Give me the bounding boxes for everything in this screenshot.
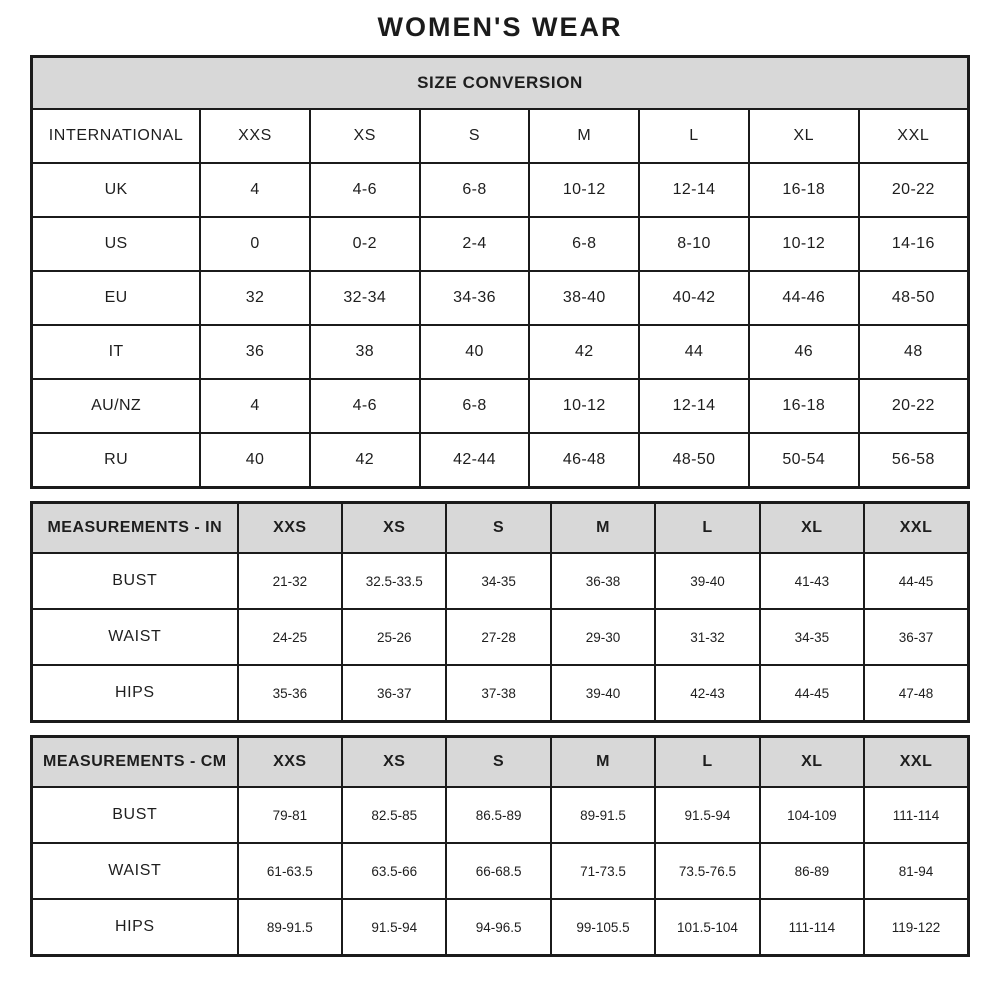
measurements_cm-value-cell: 111-114 bbox=[864, 787, 968, 843]
measurements_cm-value-cell: 71-73.5 bbox=[551, 843, 655, 899]
table-title-row bbox=[32, 57, 969, 110]
size_conversion-value-cell: 12-14 bbox=[639, 163, 749, 217]
measurements_cm-value-cell: 79-81 bbox=[238, 787, 342, 843]
size-column-header-m: M bbox=[551, 503, 655, 554]
size_conversion-value-cell: 2-4 bbox=[420, 217, 530, 271]
measurements-cm-table bbox=[30, 735, 970, 957]
size_conversion-value-cell: 10-12 bbox=[529, 163, 639, 217]
measurements_cm-value-cell: 91.5-94 bbox=[655, 787, 759, 843]
size_conversion-value-cell: 32 bbox=[200, 271, 310, 325]
size-column-header-xs: XS bbox=[310, 109, 420, 163]
size-column-header-l: L bbox=[655, 737, 759, 788]
size-column-header-xs: XS bbox=[342, 503, 446, 554]
size_conversion-row-label-it: IT bbox=[32, 325, 201, 379]
measurements_in-value-cell: 39-40 bbox=[551, 665, 655, 722]
size_conversion-value-cell: 20-22 bbox=[859, 379, 969, 433]
size-column-header-xl: XL bbox=[760, 503, 864, 554]
measurements_cm-value-cell: 89-91.5 bbox=[551, 787, 655, 843]
measurements_in-value-cell: 41-43 bbox=[760, 553, 864, 609]
size_conversion-value-cell: 12-14 bbox=[639, 379, 749, 433]
size_conversion-value-cell: 10-12 bbox=[749, 217, 859, 271]
size_conversion-value-cell: 36 bbox=[200, 325, 310, 379]
size_conversion-value-cell: 48 bbox=[859, 325, 969, 379]
size_conversion-value-cell: 48-50 bbox=[859, 271, 969, 325]
measurements_in-value-cell: 21-32 bbox=[238, 553, 342, 609]
measurements_cm-value-cell: 61-63.5 bbox=[238, 843, 342, 899]
measurements_in-value-cell: 29-30 bbox=[551, 609, 655, 665]
size_conversion-value-cell: 14-16 bbox=[859, 217, 969, 271]
size_conversion-value-cell: 4-6 bbox=[310, 163, 420, 217]
measurements_in-value-cell: 36-37 bbox=[864, 609, 968, 665]
size-column-header-xxs: XXS bbox=[238, 503, 342, 554]
size_conversion-value-cell: 0-2 bbox=[310, 217, 420, 271]
size_conversion-corner-label: INTERNATIONAL bbox=[32, 109, 201, 163]
measurements_cm-value-cell: 91.5-94 bbox=[342, 899, 446, 956]
measurements_in-value-cell: 44-45 bbox=[760, 665, 864, 722]
size_conversion-value-cell: 6-8 bbox=[529, 217, 639, 271]
page-title: WOMEN'S WEAR bbox=[377, 12, 623, 42]
measurements_in-row-label-waist: WAIST bbox=[32, 609, 238, 665]
size_conversion-value-cell: 56-58 bbox=[859, 433, 969, 488]
measurements_in-value-cell: 34-35 bbox=[446, 553, 550, 609]
size_conversion-row-label-us: US bbox=[32, 217, 201, 271]
table-row bbox=[32, 163, 969, 217]
size_conversion-value-cell: 16-18 bbox=[749, 379, 859, 433]
measurements_cm-value-cell: 63.5-66 bbox=[342, 843, 446, 899]
column-header-row bbox=[32, 737, 969, 788]
table-row bbox=[32, 271, 969, 325]
size-column-header-m: M bbox=[551, 737, 655, 788]
size_conversion-value-cell: 42 bbox=[310, 433, 420, 488]
size-column-header-l: L bbox=[639, 109, 749, 163]
measurements-in-table bbox=[30, 501, 970, 723]
measurements_cm-value-cell: 73.5-76.5 bbox=[655, 843, 759, 899]
measurements_in-value-cell: 27-28 bbox=[446, 609, 550, 665]
size_conversion-value-cell: 4 bbox=[200, 379, 310, 433]
size_conversion-value-cell: 10-12 bbox=[529, 379, 639, 433]
measurements_in-value-cell: 32.5-33.5 bbox=[342, 553, 446, 609]
measurements_cm-row-label-bust: BUST bbox=[32, 787, 238, 843]
size_conversion-value-cell: 48-50 bbox=[639, 433, 749, 488]
table-row bbox=[32, 379, 969, 433]
size_conversion-value-cell: 40 bbox=[420, 325, 530, 379]
size_conversion-value-cell: 40-42 bbox=[639, 271, 749, 325]
size-column-header-s: S bbox=[420, 109, 530, 163]
size-column-header-xxl: XXL bbox=[859, 109, 969, 163]
size_conversion-value-cell: 20-22 bbox=[859, 163, 969, 217]
size_conversion-value-cell: 46 bbox=[749, 325, 859, 379]
size_conversion-row-label-eu: EU bbox=[32, 271, 201, 325]
size_conversion-value-cell: 4-6 bbox=[310, 379, 420, 433]
measurements_in-value-cell: 25-26 bbox=[342, 609, 446, 665]
size_conversion-title: SIZE CONVERSION bbox=[32, 57, 969, 110]
size_conversion-value-cell: 6-8 bbox=[420, 163, 530, 217]
measurements_in-value-cell: 34-35 bbox=[760, 609, 864, 665]
size_conversion-value-cell: 32-34 bbox=[310, 271, 420, 325]
table-row bbox=[32, 325, 969, 379]
column-header-row bbox=[32, 503, 969, 554]
size_conversion-value-cell: 40 bbox=[200, 433, 310, 488]
size_conversion-value-cell: 4 bbox=[200, 163, 310, 217]
measurements_in-title: MEASUREMENTS - IN bbox=[32, 503, 238, 554]
size-column-header-xxs: XXS bbox=[200, 109, 310, 163]
table-row bbox=[32, 609, 969, 665]
measurements_in-value-cell: 36-37 bbox=[342, 665, 446, 722]
measurements_in-value-cell: 42-43 bbox=[655, 665, 759, 722]
measurements_in-value-cell: 47-48 bbox=[864, 665, 968, 722]
size_conversion-value-cell: 34-36 bbox=[420, 271, 530, 325]
size-column-header-xxl: XXL bbox=[864, 737, 968, 788]
size_conversion-value-cell: 0 bbox=[200, 217, 310, 271]
measurements_cm-value-cell: 89-91.5 bbox=[238, 899, 342, 956]
measurements_cm-value-cell: 66-68.5 bbox=[446, 843, 550, 899]
size_conversion-value-cell: 50-54 bbox=[749, 433, 859, 488]
size-column-header-m: M bbox=[529, 109, 639, 163]
measurements_in-row-label-bust: BUST bbox=[32, 553, 238, 609]
size-column-header-xs: XS bbox=[342, 737, 446, 788]
size_conversion-value-cell: 46-48 bbox=[529, 433, 639, 488]
measurements_cm-value-cell: 101.5-104 bbox=[655, 899, 759, 956]
measurements_in-value-cell: 44-45 bbox=[864, 553, 968, 609]
measurements_cm-title: MEASUREMENTS - CM bbox=[32, 737, 238, 788]
size-column-header-xxl: XXL bbox=[864, 503, 968, 554]
size-column-header-s: S bbox=[446, 503, 550, 554]
column-header-row bbox=[32, 109, 969, 163]
measurements_cm-value-cell: 119-122 bbox=[864, 899, 968, 956]
size_conversion-row-label-uk: UK bbox=[32, 163, 201, 217]
measurements_in-value-cell: 24-25 bbox=[238, 609, 342, 665]
table-row bbox=[32, 843, 969, 899]
size-column-header-l: L bbox=[655, 503, 759, 554]
size_conversion-value-cell: 38-40 bbox=[529, 271, 639, 325]
measurements_in-value-cell: 31-32 bbox=[655, 609, 759, 665]
measurements_in-value-cell: 35-36 bbox=[238, 665, 342, 722]
measurements_in-value-cell: 36-38 bbox=[551, 553, 655, 609]
size_conversion-value-cell: 38 bbox=[310, 325, 420, 379]
measurements_cm-value-cell: 111-114 bbox=[760, 899, 864, 956]
measurements_cm-value-cell: 82.5-85 bbox=[342, 787, 446, 843]
table-row bbox=[32, 553, 969, 609]
size-column-header-s: S bbox=[446, 737, 550, 788]
measurements_cm-value-cell: 104-109 bbox=[760, 787, 864, 843]
size-column-header-xxs: XXS bbox=[238, 737, 342, 788]
measurements_cm-value-cell: 99-105.5 bbox=[551, 899, 655, 956]
measurements_in-value-cell: 39-40 bbox=[655, 553, 759, 609]
measurements_cm-value-cell: 86.5-89 bbox=[446, 787, 550, 843]
size_conversion-row-label-au-nz: AU/NZ bbox=[32, 379, 201, 433]
table-row bbox=[32, 899, 969, 956]
size-conversion-table bbox=[30, 55, 970, 489]
size-column-header-xl: XL bbox=[749, 109, 859, 163]
size_conversion-value-cell: 8-10 bbox=[639, 217, 749, 271]
measurements_in-value-cell: 37-38 bbox=[446, 665, 550, 722]
measurements_cm-value-cell: 81-94 bbox=[864, 843, 968, 899]
measurements_in-row-label-hips: HIPS bbox=[32, 665, 238, 722]
table-row bbox=[32, 217, 969, 271]
table-row bbox=[32, 665, 969, 722]
size-column-header-xl: XL bbox=[760, 737, 864, 788]
measurements_cm-row-label-hips: HIPS bbox=[32, 899, 238, 956]
measurements_cm-row-label-waist: WAIST bbox=[32, 843, 238, 899]
measurements_cm-value-cell: 86-89 bbox=[760, 843, 864, 899]
table-row bbox=[32, 787, 969, 843]
size_conversion-value-cell: 42-44 bbox=[420, 433, 530, 488]
measurements_cm-value-cell: 94-96.5 bbox=[446, 899, 550, 956]
size_conversion-value-cell: 42 bbox=[529, 325, 639, 379]
table-row bbox=[32, 433, 969, 488]
size_conversion-value-cell: 44 bbox=[639, 325, 749, 379]
size_conversion-value-cell: 6-8 bbox=[420, 379, 530, 433]
size_conversion-value-cell: 44-46 bbox=[749, 271, 859, 325]
size_conversion-row-label-ru: RU bbox=[32, 433, 201, 488]
size_conversion-value-cell: 16-18 bbox=[749, 163, 859, 217]
